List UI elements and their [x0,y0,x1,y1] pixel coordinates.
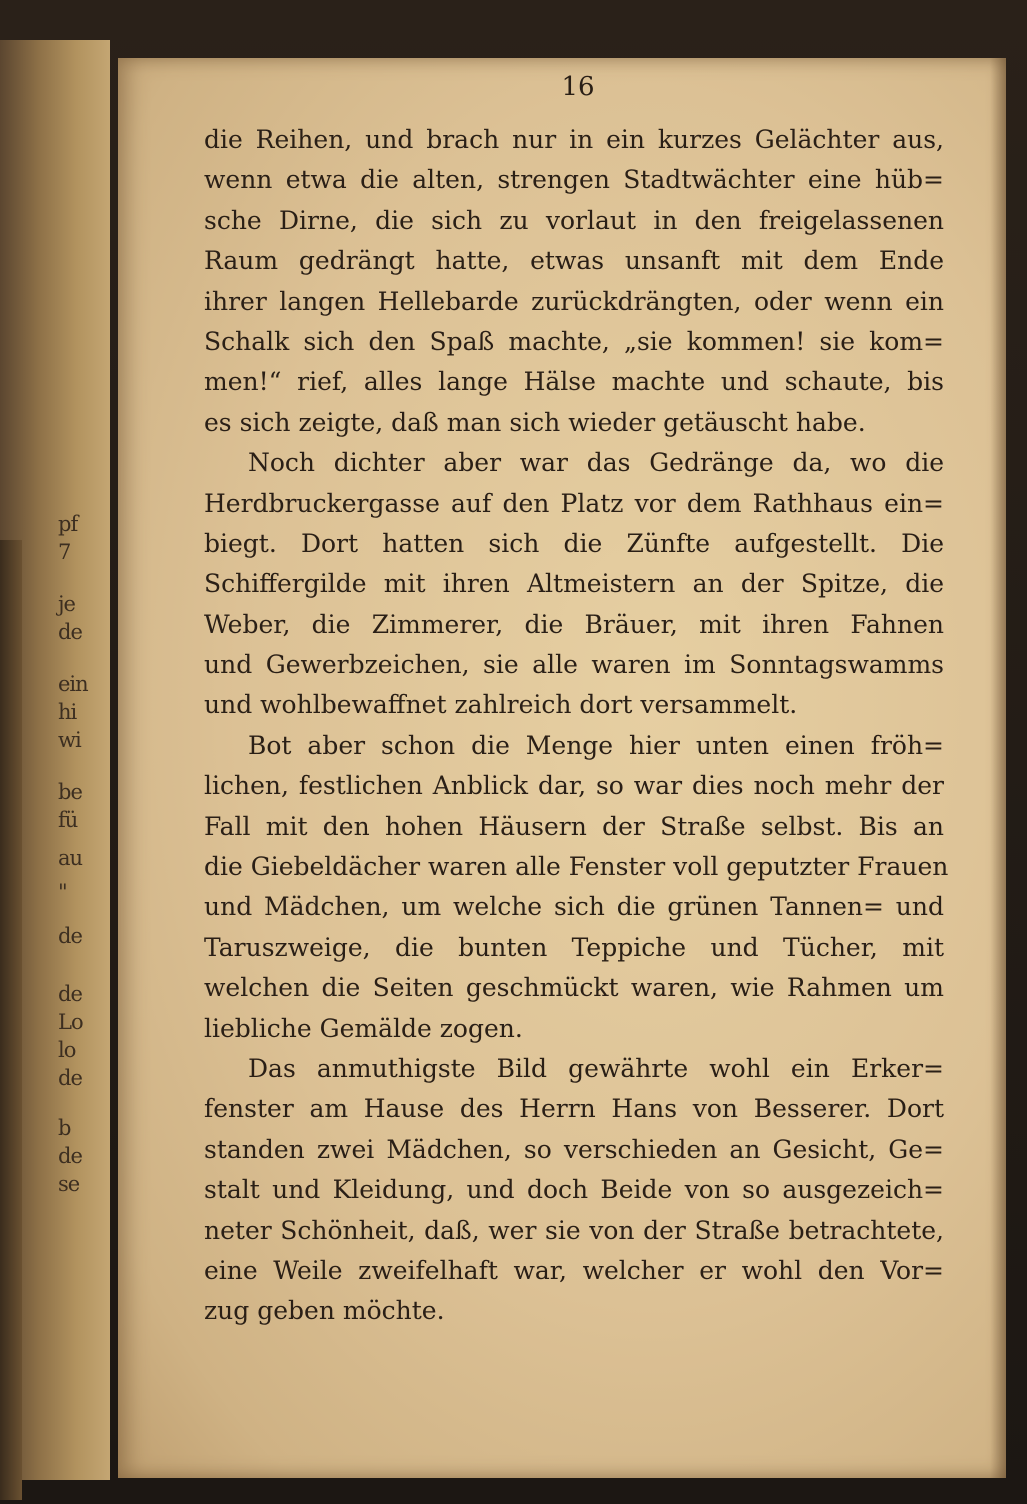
prev-page-fragment: je [58,592,75,616]
prev-page-fragment: se [58,1172,80,1196]
text-line: welchen die Seiten geschmückt waren, wie Rahmen um [204,973,944,1003]
text-line: liebliche Gemälde zogen. [204,1013,523,1043]
text-line: stalt und Kleidung, und doch Beide von so ausgezeich= [204,1175,944,1205]
text-line: Bot aber schon die Menge hier unten einen fröh= [248,730,944,760]
text-line: Fall mit den hohen Häusern der Straße selbst. Bis an [204,811,944,841]
prev-page-fragment: de [58,924,82,948]
page-edge-shadow [990,58,1006,1478]
text-line: zug geben möchte. [204,1296,445,1326]
text-line: und wohlbewaffnet zahlreich dort versammelt. [204,690,798,720]
text-line: Schiffergilde mit ihren Altmeistern an der Spitze, die [204,569,944,599]
prev-page-fragment: wi [58,728,81,752]
prev-page-fragment: pf [58,512,78,536]
text-line: Raum gedrängt hatte, etwas unsanft mit dem Ende [204,246,944,276]
text-line: Das anmuthigste Bild gewährte wohl ein Erker= [248,1053,944,1083]
text-line: lichen, festlichen Anblick dar, so war dies noch mehr der [204,771,944,801]
prev-page-fragment: de [58,1066,82,1090]
page-number: 16 [561,72,595,102]
text-line: Weber, die Zimmerer, die Bräuer, mit ihren Fahnen [204,609,944,639]
text-line: wenn etwa die alten, strengen Stadtwächter eine hüb= [204,165,944,195]
text-line: Schalk sich den Spaß machte, „sie kommen! sie kom= [204,326,944,356]
prev-page-fragment: b [58,1116,71,1140]
prev-page-fragment: ein [58,672,88,696]
prev-page-fragment: de [58,620,82,644]
prev-page-fragment: hi [58,700,77,724]
text-line: und Mädchen, um welche sich die grünen Tannen= und [204,892,944,922]
text-line: fenster am Hause des Herrn Hans von Besserer. Dort [204,1094,944,1124]
text-line: es sich zeigte, daß man sich wieder getäuscht habe. [204,407,866,437]
prev-page-fragment: lo [58,1038,76,1062]
cover-edge [0,540,22,1500]
prev-page-fragment: be [58,780,82,804]
text-line: die Giebeldächer waren alle Fenster voll geputzter Frauen [204,852,949,882]
text-line: die Reihen, und brach nur in ein kurzes Gelächter aus, [204,125,944,154]
body-text [204,120,949,1332]
prev-page-fragment: au [58,846,83,870]
prev-page-fragment: " [58,880,67,904]
prev-page-fragment: de [58,1144,82,1168]
prev-page-fragment: 7 [58,540,71,564]
text-line: sche Dirne, die sich zu vorlaut in den freigelassenen [204,205,944,235]
text-line: standen zwei Mädchen, so verschieden an Gesicht, Ge= [204,1134,944,1164]
text-line: men!“ rief, alles lange Hälse machte und schaute, bis [204,367,944,397]
text-line: biegt. Dort hatten sich die Zünfte aufgestellt. Die [204,528,944,558]
text-line: Noch dichter aber war das Gedränge da, wo die [248,448,944,478]
book-page [118,58,1006,1478]
text-line: Herdbruckergasse auf den Platz vor dem Rathhaus ein= [204,488,944,518]
text-line: Taruszweige, die bunten Teppiche und Tücher, mit [204,932,944,962]
prev-page-fragment: de [58,982,82,1006]
text-line: eine Weile zweifelhaft war, welcher er wohl den Vor= [204,1255,944,1285]
prev-page-fragment: fü [58,808,78,832]
text-line: und Gewerbzeichen, sie alle waren im Sonntagswamms [204,650,944,680]
text-line: neter Schönheit, daß, wer sie von der Straße betrachtete, [204,1215,944,1245]
previous-page-sliver [48,500,100,1220]
prev-page-fragment: Lo [58,1010,83,1034]
text-line: ihrer langen Hellebarde zurückdrängten, oder wenn ein [204,286,944,316]
